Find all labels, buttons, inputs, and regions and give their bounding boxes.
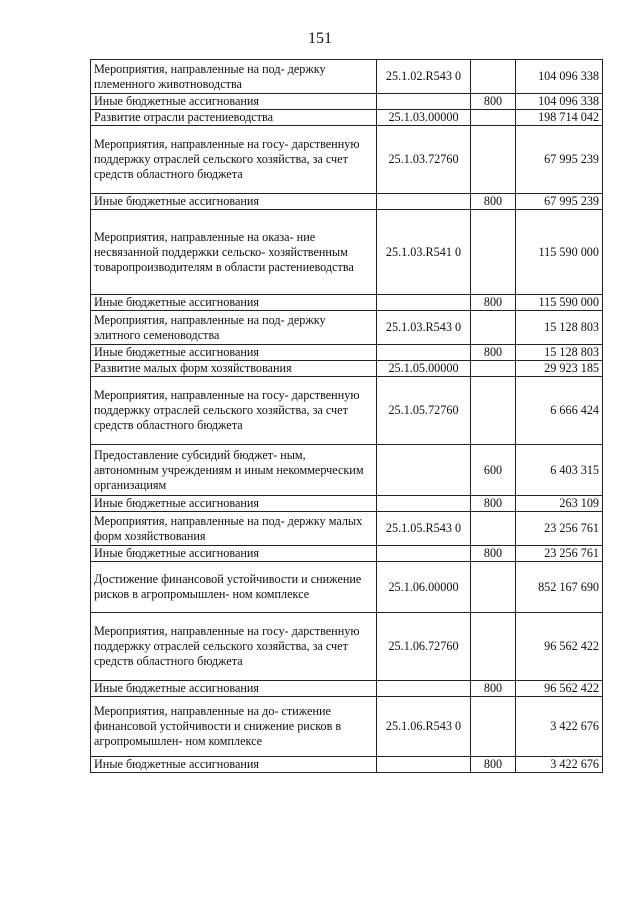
row-type-cell: [471, 613, 516, 681]
table-row: [91, 295, 603, 311]
table-row: [91, 445, 603, 496]
table-row: [91, 757, 603, 773]
table-row: [91, 377, 603, 445]
row-amount-cell: 23 256 761: [516, 546, 603, 562]
row-code-cell: [377, 345, 471, 361]
row-amount-cell: 6 403 315: [516, 445, 603, 496]
row-code-cell: [377, 94, 471, 110]
budget-table-body: [91, 60, 603, 773]
row-code-cell: 25.1.05.R543 0: [377, 512, 471, 546]
row-amount-cell: 15 128 803: [516, 345, 603, 361]
row-amount-cell: 852 167 690: [516, 562, 603, 613]
budget-table: [90, 59, 603, 773]
table-row: [91, 361, 603, 377]
row-code-cell: 25.1.05.00000: [377, 361, 471, 377]
row-amount-cell: 96 562 422: [516, 613, 603, 681]
row-code-cell: [377, 194, 471, 210]
table-row: [91, 110, 603, 126]
row-name-cell: Мероприятия, направленные на госу- дарственную поддержку отраслей сельского хозяйства, за счет средств областного бюджета: [91, 126, 377, 194]
row-name-cell: Мероприятия, направленные на под- держку малых форм хозяйствования: [91, 512, 377, 546]
row-amount-cell: 96 562 422: [516, 681, 603, 697]
table-row: [91, 512, 603, 546]
row-type-cell: [471, 126, 516, 194]
row-type-cell: 800: [471, 681, 516, 697]
row-name-cell: Иные бюджетные ассигнования: [91, 681, 377, 697]
row-type-cell: [471, 512, 516, 546]
row-code-cell: 25.1.03.00000: [377, 110, 471, 126]
row-type-cell: 800: [471, 757, 516, 773]
row-type-cell: 800: [471, 345, 516, 361]
row-type-cell: [471, 110, 516, 126]
table-row: [91, 194, 603, 210]
row-code-cell: 25.1.03.72760: [377, 126, 471, 194]
row-type-cell: [471, 377, 516, 445]
table-row: [91, 94, 603, 110]
table-row: [91, 60, 603, 94]
table-row: [91, 345, 603, 361]
table-row: [91, 546, 603, 562]
row-type-cell: 800: [471, 546, 516, 562]
row-type-cell: [471, 210, 516, 295]
row-type-cell: 800: [471, 295, 516, 311]
row-name-cell: Иные бюджетные ассигнования: [91, 496, 377, 512]
table-row: [91, 697, 603, 757]
row-code-cell: [377, 757, 471, 773]
row-amount-cell: 3 422 676: [516, 697, 603, 757]
row-name-cell: Иные бюджетные ассигнования: [91, 94, 377, 110]
row-name-cell: Иные бюджетные ассигнования: [91, 757, 377, 773]
table-row: [91, 613, 603, 681]
row-type-cell: [471, 60, 516, 94]
row-amount-cell: 198 714 042: [516, 110, 603, 126]
row-code-cell: 25.1.05.72760: [377, 377, 471, 445]
row-name-cell: Мероприятия, направленные на под- держку племенного животноводства: [91, 60, 377, 94]
row-name-cell: Мероприятия, направленные на оказа- ние несвязанной поддержки сельско- хозяйственным товаропроизводителям в области растениеводства: [91, 210, 377, 295]
row-name-cell: Достижение финансовой устойчивости и снижение рисков в агропромышлен- ном комплексе: [91, 562, 377, 613]
row-amount-cell: 29 923 185: [516, 361, 603, 377]
row-amount-cell: 104 096 338: [516, 94, 603, 110]
page-number: 151: [308, 30, 332, 47]
row-type-cell: [471, 311, 516, 345]
table-row: [91, 496, 603, 512]
row-type-cell: [471, 361, 516, 377]
row-amount-cell: 115 590 000: [516, 295, 603, 311]
row-name-cell: Предоставление субсидий бюджет- ным, автономным учреждениям и иным некоммерческим организациям: [91, 445, 377, 496]
table-row: [91, 210, 603, 295]
row-type-cell: 600: [471, 445, 516, 496]
row-code-cell: [377, 681, 471, 697]
row-code-cell: [377, 295, 471, 311]
row-code-cell: 25.1.06.00000: [377, 562, 471, 613]
row-type-cell: [471, 562, 516, 613]
row-name-cell: Мероприятия, направленные на госу- дарственную поддержку отраслей сельского хозяйства, за счет средств областного бюджета: [91, 613, 377, 681]
row-amount-cell: 3 422 676: [516, 757, 603, 773]
row-name-cell: Развитие малых форм хозяйствования: [91, 361, 377, 377]
row-code-cell: [377, 445, 471, 496]
row-name-cell: Иные бюджетные ассигнования: [91, 345, 377, 361]
table-row: [91, 126, 603, 194]
table-row: [91, 562, 603, 613]
row-type-cell: [471, 697, 516, 757]
row-name-cell: Иные бюджетные ассигнования: [91, 546, 377, 562]
row-name-cell: Мероприятия, направленные на до- стижение финансовой устойчивости и снижение рисков в агропромышлен- ном комплексе: [91, 697, 377, 757]
row-name-cell: Мероприятия, направленные на под- держку элитного семеноводства: [91, 311, 377, 345]
row-type-cell: 800: [471, 194, 516, 210]
row-amount-cell: 263 109: [516, 496, 603, 512]
row-name-cell: Иные бюджетные ассигнования: [91, 295, 377, 311]
row-type-cell: 800: [471, 94, 516, 110]
row-name-cell: Иные бюджетные ассигнования: [91, 194, 377, 210]
row-code-cell: 25.1.03.R543 0: [377, 311, 471, 345]
row-code-cell: [377, 546, 471, 562]
table-row: [91, 311, 603, 345]
row-code-cell: 25.1.06.72760: [377, 613, 471, 681]
row-name-cell: Развитие отрасли растениеводства: [91, 110, 377, 126]
row-code-cell: 25.1.03.R541 0: [377, 210, 471, 295]
row-type-cell: 800: [471, 496, 516, 512]
row-amount-cell: 15 128 803: [516, 311, 603, 345]
row-amount-cell: 104 096 338: [516, 60, 603, 94]
row-amount-cell: 6 666 424: [516, 377, 603, 445]
row-amount-cell: 23 256 761: [516, 512, 603, 546]
table-row: [91, 681, 603, 697]
row-amount-cell: 115 590 000: [516, 210, 603, 295]
row-code-cell: [377, 496, 471, 512]
row-code-cell: 25.1.06.R543 0: [377, 697, 471, 757]
row-amount-cell: 67 995 239: [516, 126, 603, 194]
row-amount-cell: 67 995 239: [516, 194, 603, 210]
row-code-cell: 25.1.02.R543 0: [377, 60, 471, 94]
row-name-cell: Мероприятия, направленные на госу- дарственную поддержку отраслей сельского хозяйства, за счет средств областного бюджета: [91, 377, 377, 445]
